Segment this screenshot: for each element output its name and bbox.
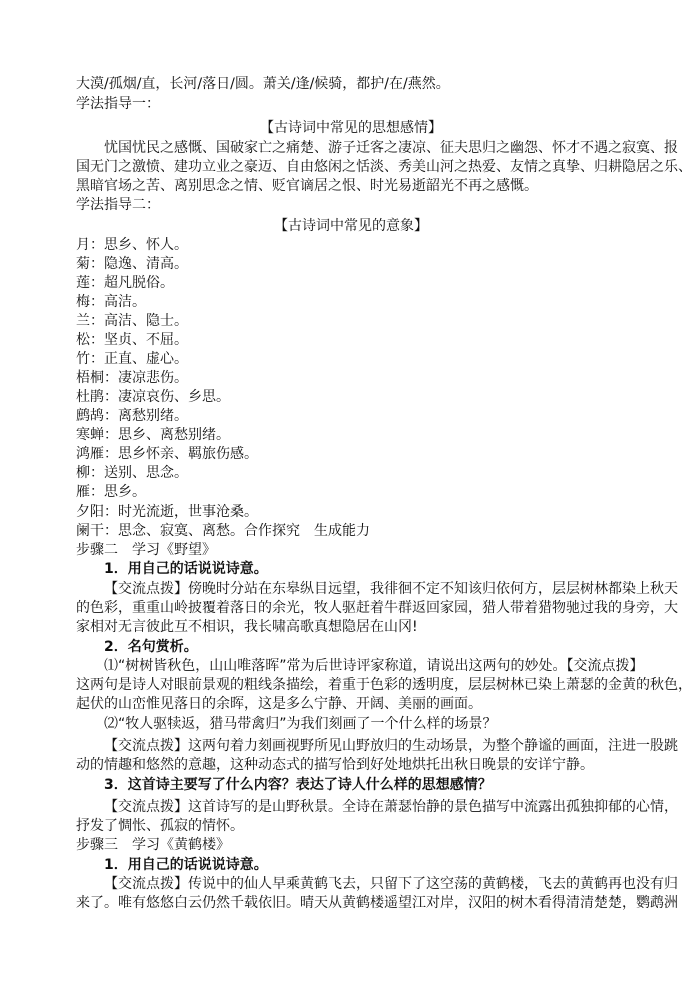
section-label: 学法指导二： xyxy=(76,197,160,213)
text-line: 抒发了惆怅、孤寂的情怀。 xyxy=(76,818,244,834)
imagery-item: 竹：正直、虚心。 xyxy=(76,351,188,367)
imagery-item: 寒蝉：思乡、离愁别绪。 xyxy=(76,427,230,443)
question: 1．用自己的话说说诗意。 xyxy=(104,857,268,873)
text-line: 【交流点拨】这首诗写的是山野秋景。全诗在萧瑟怡静的景色描写中流露出孤独抑郁的心情， xyxy=(104,799,678,815)
section-label: 学法指导一： xyxy=(76,96,160,112)
text-line: 黑暗官场之苦、离别思念之情、贬官谪居之恨、时光易逝韶光不再之感慨。 xyxy=(76,178,538,194)
step-heading: 步骤二 学习《野望》 xyxy=(76,542,216,558)
imagery-item: 雁：思乡。 xyxy=(76,484,146,500)
section-heading: 【古诗词中常见的思想感情】 xyxy=(260,120,442,136)
imagery-item: 松：坚贞、不屈。 xyxy=(76,332,188,348)
step-heading: 步骤三 学习《黄鹤楼》 xyxy=(76,837,230,853)
text-line: ⑵“牧人驱犊返，猎马带禽归”为我们刻画了一个什么样的场景？ xyxy=(104,716,497,732)
imagery-item: 鸿雁：思乡怀亲、羁旅伤感。 xyxy=(76,446,258,462)
text-line: 【交流点拨】这两句着力刻画视野所见山野放归的生动场景，为整个静谧的画面，注进一股跳 xyxy=(104,738,678,754)
section-heading: 【古诗词中常见的意象】 xyxy=(274,218,428,234)
imagery-item: 柳：送别、思念。 xyxy=(76,465,188,481)
text-line: 大漠/孤烟/直，长河/落日/圆。萧关/逢/候骑，都护/在/燕然。 xyxy=(76,76,450,92)
text-line: 来了。唯有悠悠白云仍然千载依旧。晴天从黄鹤楼遥望江对岸，汉阳的树木看得清清楚楚，鹦鹉洲 xyxy=(76,895,678,911)
text-line: 【交流点拨】传说中的仙人早乘黄鹤飞去，只留下了这空荡的黄鹤楼，飞去的黄鹤再也没有归 xyxy=(104,876,678,892)
text-line: 动的情趣和悠然的意趣，这种动态式的描写恰到好处地烘托出秋日晚景的安详宁静。 xyxy=(76,757,594,773)
imagery-item: 杜鹃：凄凉哀伤、乡思。 xyxy=(76,389,230,405)
text-line: 的色彩，重重山岭披覆着落日的余光，牧人驱赶着牛群返回家园，猎人带着猎物驰过我的身旁，大 xyxy=(76,600,678,616)
imagery-item: 月：思乡、怀人。 xyxy=(76,237,188,253)
imagery-item: 莲：超凡脱俗。 xyxy=(76,275,174,291)
imagery-item: 阑干：思念、寂寞、离愁。合作探究 生成能力 xyxy=(76,523,370,539)
imagery-item: 夕阳：时光流逝，世事沧桑。 xyxy=(76,504,258,520)
question: 2．名句赏析。 xyxy=(104,639,198,655)
question: 1．用自己的话说说诗意。 xyxy=(104,561,268,577)
imagery-item: 梅：高洁。 xyxy=(76,294,146,310)
text-line: 家相对无言彼此互不相识，我长啸高歌真想隐居在山冈! xyxy=(76,619,418,635)
text-line: 忧国忧民之感慨、国破家亡之痛楚、游子迁客之凄凉、征夫思归之幽怨、怀才不遇之寂寞、报 xyxy=(104,140,678,156)
text-line: 这两句是诗人对眼前景观的粗线条描绘，着重于色彩的透明度，层层树林已染上萧瑟的金黄的秋色， xyxy=(76,677,692,693)
text-line: ⑴“树树皆秋色，山山唯落晖”常为后世诗评家称道，请说出这两句的妙处。【交流点拨】 xyxy=(104,658,644,674)
imagery-item: 兰：高洁、隐士。 xyxy=(76,313,188,329)
imagery-item: 鹧鸪：离愁别绪。 xyxy=(76,408,188,424)
imagery-item: 梧桐：凄凉悲伤。 xyxy=(76,370,188,386)
text-line: 起伏的山峦惟见落日的余晖，这是多么宁静、开阔、美丽的画面。 xyxy=(76,696,482,712)
imagery-item: 菊：隐逸、清高。 xyxy=(76,256,188,272)
text-line: 国无门之激愤、建功立业之豪迈、自由悠闲之恬淡、秀美山河之热爱、友情之真挚、归耕隐居之乐、 xyxy=(76,159,692,175)
text-line: 【交流点拨】傍晚时分站在东皋纵目远望，我徘徊不定不知该归依何方，层层树林都染上秋天 xyxy=(104,581,678,597)
question: 3．这首诗主要写了什么内容？表达了诗人什么样的思想感情？ xyxy=(104,777,492,793)
